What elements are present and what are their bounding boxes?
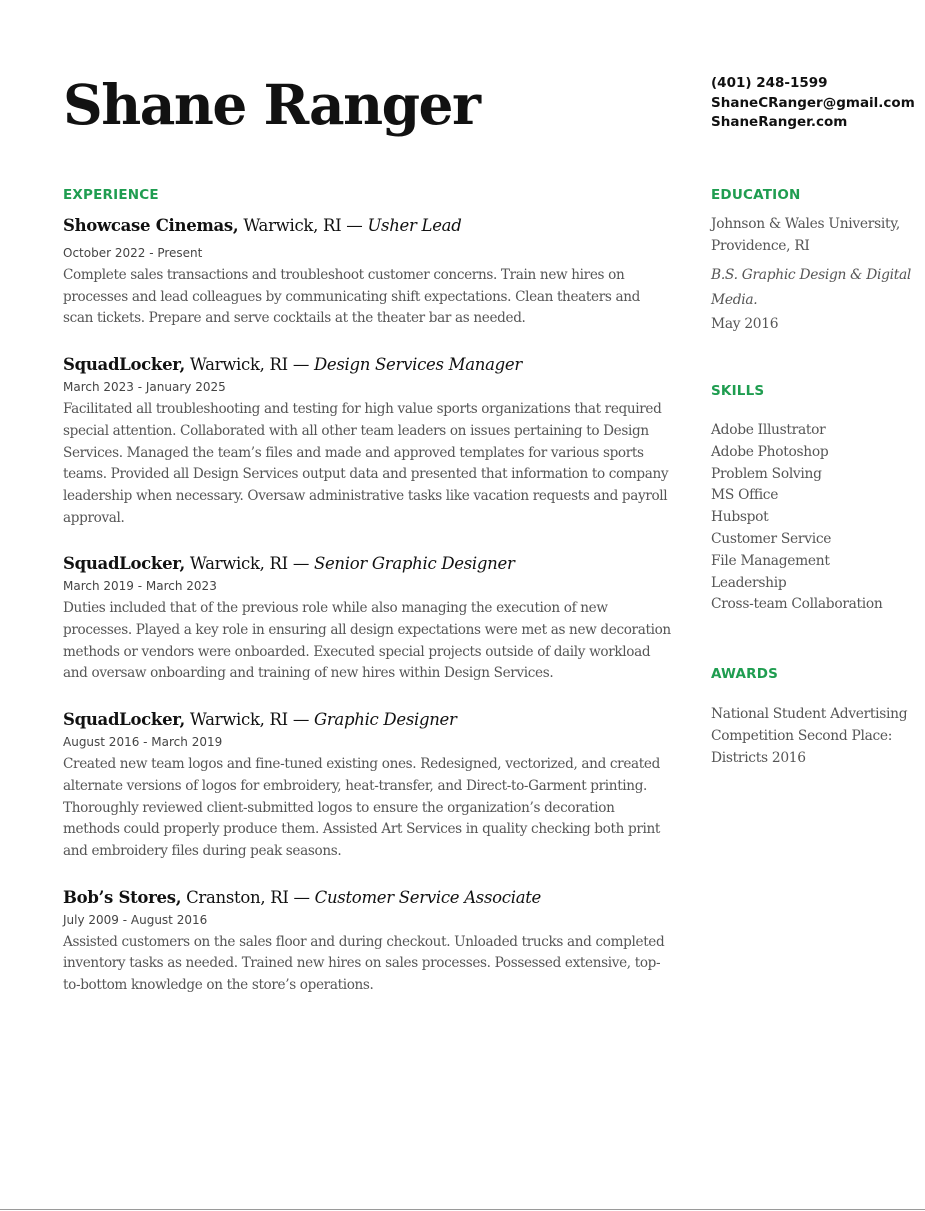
website-url: ShaneRanger.com <box>711 114 848 130</box>
skill-item: Cross-team Collaboration <box>711 596 883 613</box>
education-heading: EDUCATION <box>711 187 801 203</box>
job-entry <box>63 886 673 997</box>
job-description: Facilitated all troubleshooting and testing for high value sports organizations that required special attention. Collaborated with all other team leaders on issues pertaining to Design Services. Managed the team’s files and made and approved templates for various sports teams. Provided all Design Services output data and presented that information to company leadership when necessary. Oversaw administrative tasks like vacation requests and payroll approval. <box>63 401 669 526</box>
education-degree: B.S. Graphic Design & Digital Media. <box>711 267 912 308</box>
contact-info <box>711 74 915 133</box>
job-dates: March 2023 - January 2025 <box>63 380 226 395</box>
job-company: Showcase Cinemas, <box>63 216 239 235</box>
education-school: Johnson & Wales University, Providence, RI <box>711 216 900 254</box>
job-dates: July 2009 - August 2016 <box>63 912 208 927</box>
job-company: Bob’s Stores, <box>63 887 182 907</box>
skill-item: Adobe Photoshop <box>711 443 829 460</box>
job-dates: March 2019 - March 2023 <box>63 579 217 594</box>
job-role: Customer Service Associate <box>314 887 542 907</box>
email-address: ShaneCRanger@gmail.com <box>711 94 915 111</box>
job-dates: August 2016 - March 2019 <box>63 735 223 750</box>
sidebar-column <box>711 185 916 769</box>
skill-item: File Management <box>711 552 830 569</box>
job-entry <box>63 552 673 685</box>
education-date: May 2016 <box>711 316 779 332</box>
job-title-line <box>63 708 673 732</box>
award-text: National Student Advertising Competition Second Place: Districts 2016 <box>711 706 908 767</box>
skill-item: Hubspot <box>711 509 769 526</box>
job-title-line <box>63 353 673 377</box>
skills-section <box>711 381 916 616</box>
awards-section <box>711 664 916 769</box>
education-section <box>711 185 916 335</box>
job-description: Duties included that of the previous role while also managing the execution of new processes. Played a key role in ensuring all design expectations were met as new decoration methods or vendors were onboarded. Executed special projects outside of daily workload and oversaw onboarding and training of new hires within Design Services. <box>63 600 671 682</box>
job-entry <box>63 214 673 330</box>
job-entry <box>63 708 673 863</box>
experience-section <box>63 185 673 997</box>
experience-heading: EXPERIENCE <box>63 187 159 203</box>
job-location: Warwick, RI — <box>238 216 368 235</box>
skill-item: MS Office <box>711 487 779 504</box>
job-title-line <box>63 552 673 576</box>
skills-heading: SKILLS <box>711 383 765 399</box>
candidate-name: Shane Ranger <box>63 72 480 137</box>
job-description: Assisted customers on the sales floor and during checkout. Unloaded trucks and completed inventory tasks as needed. Trained new hires on sales processes. Possessed extensive, top-to-bottom knowledge on the store’s operations. <box>63 933 665 994</box>
job-title-line <box>63 886 673 910</box>
skill-item: Customer Service <box>711 530 832 547</box>
phone-number: (401) 248-1599 <box>711 75 828 91</box>
skill-item: Adobe Illustrator <box>711 422 826 438</box>
job-role: Usher Lead <box>367 216 462 235</box>
job-location: Warwick, RI — <box>184 355 314 375</box>
job-company: SquadLocker, <box>63 355 185 375</box>
job-role: Senior Graphic Designer <box>313 554 515 574</box>
job-entry <box>63 353 673 529</box>
awards-heading: AWARDS <box>711 666 779 683</box>
skill-item: Problem Solving <box>711 465 822 482</box>
job-company: SquadLocker, <box>63 554 185 574</box>
job-title-line <box>63 214 673 238</box>
job-company: SquadLocker, <box>63 710 185 730</box>
skills-list <box>711 420 916 616</box>
job-location: Warwick, RI — <box>184 710 314 730</box>
skill-item: Leadership <box>711 574 787 591</box>
job-location: Cranston, RI — <box>181 887 315 907</box>
job-dates: October 2022 - Present <box>63 246 203 260</box>
job-role: Graphic Designer <box>313 710 457 730</box>
job-description: Complete sales transactions and troubleshoot customer concerns. Train new hires on processes and lead colleagues by communicating shift expectations. Clean theaters and scan tickets. Prepare and serve cocktails at the theater bar as needed. <box>63 267 640 327</box>
job-role: Design Services Manager <box>313 355 522 375</box>
job-location: Warwick, RI — <box>184 554 314 574</box>
job-description: Created new team logos and fine-tuned existing ones. Redesigned, vectorized, and created alternate versions of logos for embroidery, heat-transfer, and Direct-to-Garment printing. Thoroughly reviewed client-submitted logos to ensure the organization’s decoration methods could properly produce them. Assisted Art Services in quality checking both print and embroidery files during peak seasons. <box>63 756 660 859</box>
